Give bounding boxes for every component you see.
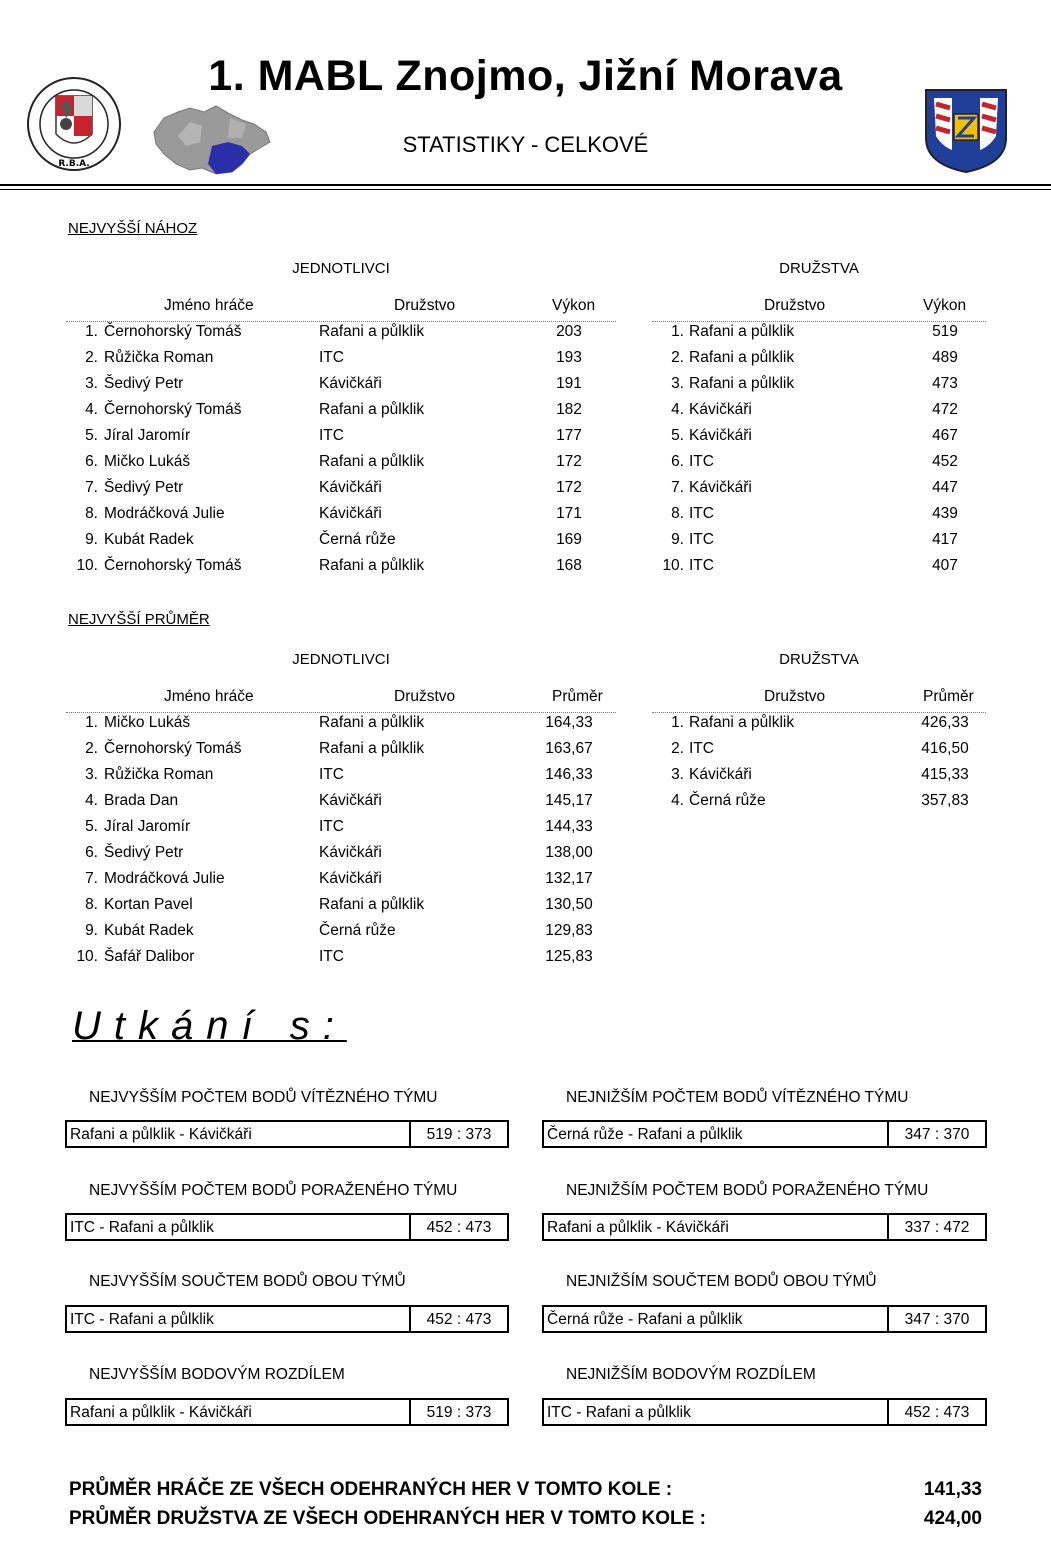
team-average-label: PRŮMĚR DRUŽSTVA ZE VŠECH ODEHRANÝCH HER V TOMTO KOLE : [69, 1508, 706, 1529]
team-name: Černá růže [689, 792, 766, 809]
rank: 4. [671, 792, 684, 809]
team-name: Kávičkáři [319, 844, 382, 861]
match-result-box [65, 1398, 509, 1426]
team-name: Rafani a půlklik [319, 323, 425, 340]
value: 172 [556, 453, 582, 470]
rank: 5. [85, 818, 98, 835]
team-name: Kávičkáři [319, 870, 382, 887]
player-name: Jíral Jaromír [104, 427, 191, 444]
table-row [652, 375, 986, 401]
group-title-individuals: JEDNOTLIVCI [292, 260, 390, 277]
rba-logo-text: R.B.A. [58, 159, 90, 169]
rank: 5. [671, 427, 684, 444]
player-name: Černohorský Tomáš [104, 401, 242, 418]
rank: 7. [85, 870, 98, 887]
team-name: Kávičkáři [689, 766, 752, 783]
team-name: Rafani a půlklik [689, 349, 795, 366]
match-score: 519 : 373 [426, 1404, 492, 1421]
team-name: Kávičkáři [689, 401, 752, 418]
match-score: 519 : 373 [426, 1126, 492, 1143]
rank: 8. [85, 505, 98, 522]
rank: 9. [85, 922, 98, 939]
table-row [652, 714, 986, 740]
match-teams: ITC - Rafani a půlklik [67, 1215, 411, 1239]
table-row [66, 323, 616, 349]
match-score: 347 : 370 [904, 1311, 970, 1328]
rank: 2. [85, 740, 98, 757]
column-header: Jméno hráče [164, 688, 254, 705]
section-heading-highest-average: NEJVYŠŠÍ PRŮMĚR [68, 611, 210, 628]
match-category-label: NEJVYŠŠÍM POČTEM BODŮ PORAŽENÉHO TÝMU [89, 1182, 458, 1199]
value: 452 [932, 453, 958, 470]
team-name: Rafani a půlklik [319, 714, 425, 731]
rank: 8. [85, 896, 98, 913]
team-name: Kávičkáři [319, 505, 382, 522]
individuals-throw-table [66, 297, 616, 587]
value: 163,67 [545, 740, 593, 757]
header-divider [66, 321, 616, 322]
player-name: Šafář Dalibor [104, 948, 195, 965]
player-name: Brada Dan [104, 792, 179, 809]
team-name: Černá růže [319, 922, 396, 939]
value: 146,33 [545, 766, 593, 783]
team-name: ITC [319, 427, 344, 444]
rank: 7. [671, 479, 684, 496]
table-row [66, 505, 616, 531]
player-name: Černohorský Tomáš [104, 557, 242, 574]
rank: 6. [671, 453, 684, 470]
teams-throw-table [652, 297, 986, 587]
value: 130,50 [545, 896, 593, 913]
value: 169 [556, 531, 582, 548]
value: 191 [556, 375, 582, 392]
table-row [652, 740, 986, 766]
team-name: Rafani a půlklik [319, 453, 425, 470]
team-name: ITC [319, 818, 344, 835]
table-row [652, 557, 986, 583]
header-divider [66, 712, 616, 713]
table-row [66, 844, 616, 870]
rank: 3. [85, 375, 98, 392]
rank: 4. [85, 792, 98, 809]
value: 447 [932, 479, 958, 496]
table-row [66, 427, 616, 453]
value: 129,83 [545, 922, 593, 939]
table-row [652, 479, 986, 505]
header-rule-thin [0, 189, 1051, 190]
rank: 5. [85, 427, 98, 444]
page-subtitle: STATISTIKY - CELKOVÉ [402, 132, 649, 157]
column-header: Výkon [552, 297, 596, 314]
rank: 4. [85, 401, 98, 418]
table-row [66, 714, 616, 740]
rank: 4. [671, 401, 684, 418]
value: 164,33 [545, 714, 593, 731]
value: 145,17 [545, 792, 593, 809]
matches-heading: Utkání s: [72, 1004, 347, 1048]
table-row [66, 948, 616, 974]
match-result-box [65, 1120, 509, 1148]
table-row [66, 557, 616, 583]
match-teams: Rafani a půlklik - Kávičkáři [67, 1400, 411, 1424]
table-row [66, 479, 616, 505]
table-row [66, 375, 616, 401]
table-row [66, 401, 616, 427]
value: 171 [556, 505, 582, 522]
player-name: Růžička Roman [104, 766, 214, 783]
column-header: Výkon [923, 297, 967, 314]
value: 407 [932, 557, 958, 574]
rank: 6. [85, 453, 98, 470]
rank: 1. [671, 714, 684, 731]
column-header: Průměr [923, 688, 974, 705]
value: 357,83 [921, 792, 969, 809]
team-name: Rafani a půlklik [319, 557, 425, 574]
table-row [66, 740, 616, 766]
table-row [652, 792, 986, 818]
team-name: ITC [689, 453, 714, 470]
team-name: ITC [689, 557, 714, 574]
column-header: Družstvo [394, 688, 456, 705]
player-name: Mičko Lukáš [104, 714, 191, 731]
header-rule [0, 184, 1051, 186]
match-result-box [542, 1120, 987, 1148]
table-row [66, 818, 616, 844]
rank: 3. [671, 766, 684, 783]
team-name: Rafani a půlklik [319, 740, 425, 757]
match-category-label: NEJNIŽŠÍM BODOVÝM ROZDÍLEM [566, 1366, 816, 1383]
team-name: ITC [319, 948, 344, 965]
value: 467 [932, 427, 958, 444]
match-teams: Černá růže - Rafani a půlklik [544, 1122, 889, 1146]
table-row [66, 922, 616, 948]
table-row [652, 453, 986, 479]
table-row [652, 323, 986, 349]
table-row [652, 427, 986, 453]
team-name: Kávičkáři [319, 792, 382, 809]
rank: 3. [85, 766, 98, 783]
table-row [652, 505, 986, 531]
group-title-teams: DRUŽSTVA [779, 260, 859, 277]
individuals-average-table [66, 688, 616, 978]
rank: 9. [85, 531, 98, 548]
match-score: 452 : 473 [426, 1219, 492, 1236]
table-row [66, 349, 616, 375]
player-name: Černohorský Tomáš [104, 323, 242, 340]
section-heading-highest-throw: NEJVYŠŠÍ NÁHOZ [68, 220, 198, 237]
match-score: 347 : 370 [904, 1126, 970, 1143]
match-category-label: NEJNIŽŠÍM SOUČTEM BODŮ OBOU TÝMŮ [566, 1273, 877, 1290]
teams-average-table [652, 688, 986, 828]
table-row [652, 766, 986, 792]
match-category-label: NEJVYŠŠÍM POČTEM BODŮ VÍTĚZNÉHO TÝMU [89, 1089, 438, 1106]
page-title: 1. MABL Znojmo, Jižní Morava [208, 52, 843, 100]
value: 193 [556, 349, 582, 366]
header-divider [652, 712, 986, 713]
column-header: Jméno hráče [164, 297, 254, 314]
table-row [66, 870, 616, 896]
value: 138,00 [545, 844, 593, 861]
value: 415,33 [921, 766, 969, 783]
rank: 1. [85, 714, 98, 731]
match-result-box [65, 1305, 509, 1333]
value: 519 [932, 323, 958, 340]
player-name: Mičko Lukáš [104, 453, 191, 470]
value: 132,17 [545, 870, 593, 887]
value: 168 [556, 557, 582, 574]
match-result-box [542, 1398, 987, 1426]
table-row [652, 349, 986, 375]
rank: 9. [671, 531, 684, 548]
player-name: Šedivý Petr [104, 375, 184, 392]
player-name: Jíral Jaromír [104, 818, 191, 835]
match-teams: Rafani a půlklik - Kávičkáři [544, 1215, 889, 1239]
player-name: Růžička Roman [104, 349, 214, 366]
match-result-box [65, 1213, 509, 1241]
znojmo-coat-of-arms-icon [922, 86, 1010, 174]
team-name: ITC [689, 740, 714, 757]
match-result-box [542, 1213, 987, 1241]
table-row [66, 453, 616, 479]
player-name: Černohorský Tomáš [104, 740, 242, 757]
rank: 7. [85, 479, 98, 496]
column-header: Družstvo [764, 297, 826, 314]
match-score: 452 : 473 [426, 1311, 492, 1328]
rank: 1. [85, 323, 98, 340]
group-title-teams: DRUŽSTVA [779, 651, 859, 668]
value: 172 [556, 479, 582, 496]
value: 416,50 [921, 740, 969, 757]
player-name: Kubát Radek [104, 531, 194, 548]
table-row [652, 401, 986, 427]
match-result-box [542, 1305, 987, 1333]
match-score: 337 : 472 [904, 1219, 970, 1236]
rank: 10. [76, 948, 98, 965]
player-average-label: PRŮMĚR HRÁČE ZE VŠECH ODEHRANÝCH HER V TOMTO KOLE : [69, 1479, 673, 1500]
team-name: Kávičkáři [689, 427, 752, 444]
player-name: Kortan Pavel [104, 896, 193, 913]
rank: 3. [671, 375, 684, 392]
team-name: ITC [319, 349, 344, 366]
player-average-value: 141,33 [923, 1479, 982, 1500]
match-teams: Černá růže - Rafani a půlklik [544, 1307, 889, 1331]
team-name: Rafani a půlklik [319, 401, 425, 418]
team-name: ITC [319, 766, 344, 783]
rank: 2. [671, 740, 684, 757]
team-average-value: 424,00 [923, 1508, 982, 1529]
value: 125,83 [545, 948, 593, 965]
value: 144,33 [545, 818, 593, 835]
rank: 6. [85, 844, 98, 861]
player-name: Modráčková Julie [104, 870, 225, 887]
value: 489 [932, 349, 958, 366]
column-header: Družstvo [764, 688, 826, 705]
team-name: ITC [689, 505, 714, 522]
team-name: Rafani a půlklik [689, 375, 795, 392]
match-category-label: NEJVYŠŠÍM SOUČTEM BODŮ OBOU TÝMŮ [89, 1273, 406, 1290]
match-category-label: NEJVYŠŠÍM BODOVÝM ROZDÍLEM [89, 1366, 345, 1383]
team-name: Rafani a půlklik [689, 714, 795, 731]
group-title-individuals: JEDNOTLIVCI [292, 651, 390, 668]
team-name: Kávičkáři [319, 479, 382, 496]
match-category-label: NEJNIŽŠÍM POČTEM BODŮ VÍTĚZNÉHO TÝMU [566, 1089, 909, 1106]
column-header: Družstvo [394, 297, 456, 314]
player-name: Kubát Radek [104, 922, 194, 939]
table-row [652, 531, 986, 557]
team-name: ITC [689, 531, 714, 548]
team-name: Kávičkáři [689, 479, 752, 496]
player-name: Modráčková Julie [104, 505, 225, 522]
team-name: Rafani a půlklik [319, 896, 425, 913]
rank: 1. [671, 323, 684, 340]
value: 473 [932, 375, 958, 392]
rank: 2. [85, 349, 98, 366]
value: 203 [556, 323, 582, 340]
header-divider [652, 321, 986, 322]
value: 472 [932, 401, 958, 418]
table-row [66, 896, 616, 922]
value: 417 [932, 531, 958, 548]
match-category-label: NEJNIŽŠÍM POČTEM BODŮ PORAŽENÉHO TÝMU [566, 1182, 929, 1199]
team-name: Černá růže [319, 531, 396, 548]
rank: 10. [76, 557, 98, 574]
match-teams: ITC - Rafani a půlklik [67, 1307, 411, 1331]
value: 182 [556, 401, 582, 418]
match-teams: Rafani a půlklik - Kávičkáři [67, 1122, 411, 1146]
table-row [66, 792, 616, 818]
player-name: Šedivý Petr [104, 844, 184, 861]
rank: 8. [671, 505, 684, 522]
match-teams: ITC - Rafani a půlklik [544, 1400, 889, 1424]
team-name: Kávičkáři [319, 375, 382, 392]
rank: 2. [671, 349, 684, 366]
table-row [66, 766, 616, 792]
match-score: 452 : 473 [904, 1404, 970, 1421]
value: 426,33 [921, 714, 969, 731]
value: 439 [932, 505, 958, 522]
rank: 10. [662, 557, 684, 574]
column-header: Průměr [552, 688, 603, 705]
value: 177 [556, 427, 582, 444]
table-row [66, 531, 616, 557]
team-name: Rafani a půlklik [689, 323, 795, 340]
player-name: Šedivý Petr [104, 479, 184, 496]
